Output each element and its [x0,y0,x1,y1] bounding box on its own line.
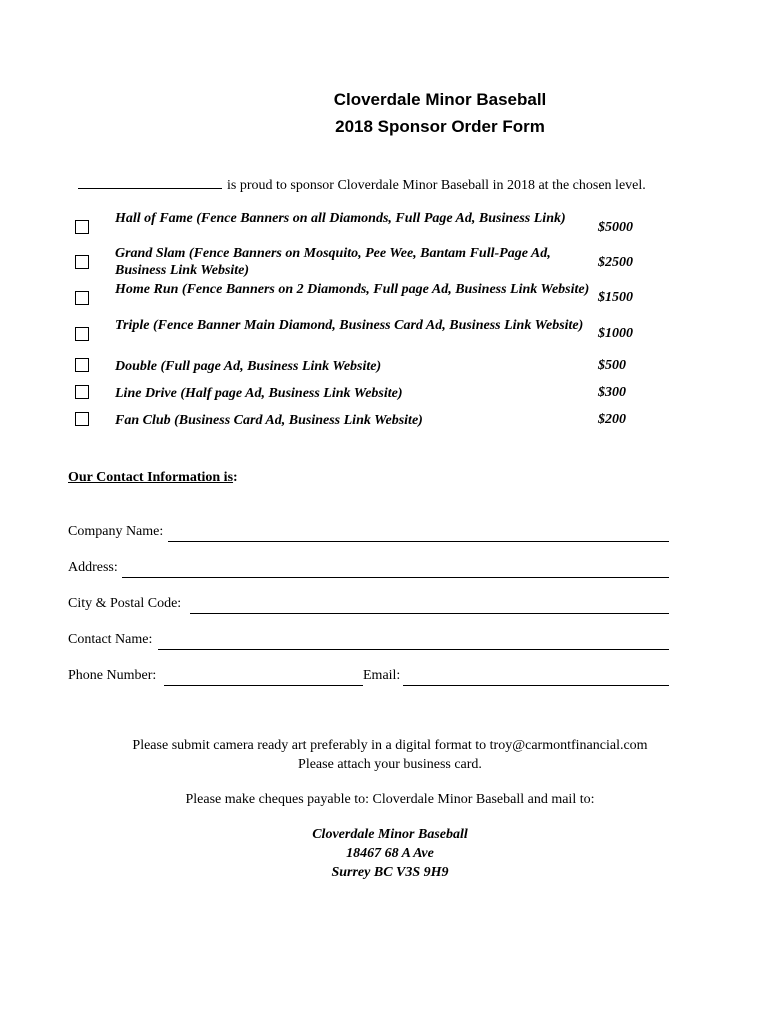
level-price: $1500 [598,290,633,305]
triple-checkbox[interactable] [75,327,89,341]
level-description: Home Run (Fence Banners on 2 Diamonds, Full page Ad, Business Link Website) [115,282,590,297]
form-title: Cloverdale Minor Baseball [333,90,547,109]
level-description: Grand Slam (Fence Banners on Mosquito, Pee Wee, Bantam Full-Page Ad, Business Link Website) [115,246,551,278]
address-field[interactable] [68,560,669,578]
submit-instructions: Please submit camera ready art preferably in a digital format to troy@carmontfinancial.com [132,738,648,753]
double-checkbox[interactable] [75,358,89,372]
sponsor-name-blank[interactable] [78,175,222,189]
home-run-checkbox[interactable] [75,291,89,305]
city-postal-field[interactable] [68,596,669,614]
level-description: Fan Club (Business Card Ad, Business Link Website) [115,413,423,428]
phone-number-line[interactable] [164,685,363,686]
grand-slam-checkbox[interactable] [75,255,89,269]
address-line[interactable] [122,577,669,578]
company-name-line[interactable] [168,541,669,542]
city-postal-line[interactable] [190,613,669,614]
level-description: Double (Full page Ad, Business Link Website) [115,359,382,374]
mailing-name: Cloverdale Minor Baseball [312,827,468,842]
contact-name-label: Contact Name: [68,632,153,647]
contact-name-field[interactable] [68,632,669,650]
mailing-city: Surrey BC V3S 9H9 [331,865,449,880]
line-drive-checkbox[interactable] [75,385,89,399]
level-price: $2500 [598,255,633,270]
level-price: $500 [598,358,626,373]
intro-sentence [78,175,646,194]
contact-name-line[interactable] [158,649,669,650]
level-price: $200 [598,412,626,427]
cheque-instructions: Please make cheques payable to: Cloverdale Minor Baseball and mail to: [185,792,595,807]
intro-text: is proud to sponsor Cloverdale Minor Baseball in 2018 at the chosen level. [227,178,646,193]
level-price: $5000 [598,220,633,235]
company-name-field[interactable] [68,524,669,542]
hall-of-fame-checkbox[interactable] [75,220,89,234]
email-line[interactable] [403,685,669,686]
mailing-street: 18467 68 A Ave [346,846,434,861]
level-description: Triple (Fence Banner Main Diamond, Business Card Ad, Business Link Website) [115,318,584,333]
company-name-label: Company Name: [68,524,164,539]
form-subtitle: 2018 Sponsor Order Form [335,117,545,136]
email-label: Email: [363,668,401,683]
attach-instructions: Please attach your business card. [298,757,482,772]
phone-number-label: Phone Number: [68,668,157,683]
level-price: $300 [598,385,626,400]
level-price: $1000 [598,326,633,341]
level-description: Line Drive (Half page Ad, Business Link Website) [115,386,403,401]
address-label: Address: [68,560,118,575]
contact-heading: Our Contact Information is: [68,470,238,485]
fan-club-checkbox[interactable] [75,412,89,426]
city-postal-label: City & Postal Code: [68,596,182,611]
phone-number-field[interactable] [68,668,363,686]
email-field[interactable] [363,668,669,686]
level-description: Hall of Fame (Fence Banners on all Diamonds, Full Page Ad, Business Link) [115,211,566,226]
